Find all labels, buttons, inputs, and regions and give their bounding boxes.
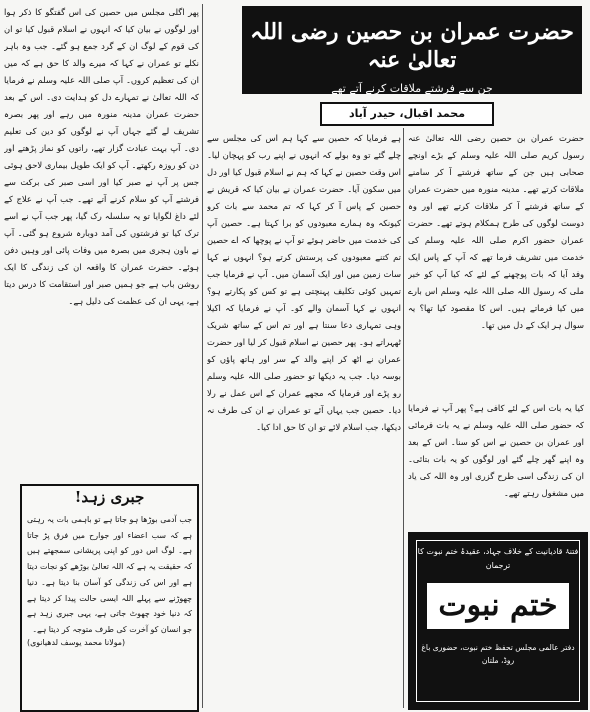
article-byline: محمد اقبال، حیدر آباد (320, 102, 494, 126)
sidebar-box-jabri-zuhd (20, 484, 199, 712)
column-right-continued-text: کیا یہ بات اس کے لئے کافی ہے؟ پھر آپ نے فرمایا کہ حضور صلی اللہ علیہ وسلم نے یہ بات فرمائی اور عمران بن حصین نے اس کو سنا۔ اس کے بعد وہ اپنے گھر چلے گئے اور لوگوں کو یہ بات بتائی۔ ان کی زندگی اسی طرح گزری اور وہ اللہ کی یاد میں مشغول رہتے تھے۔ (408, 403, 584, 498)
box-credit: (مولانا محمد یوسف لدھیانوی) (27, 637, 126, 647)
article-column-left (4, 4, 199, 478)
advert-frame (416, 540, 580, 702)
box-body-text: جب آدمی بوڑھا ہو جاتا ہے تو باہمی بات یہ رہتی ہے کہ سب اعضاء اور جوارح میں فرق پڑ جاتا ہے۔ لوگ اس دور کو اپنی پریشانی سمجھتے ہیں کہ حقیقت یہ ہے کہ اللہ تعالیٰ بوڑھے کو نجات دیتا ہے اور اس کی زندگی کو آسان بنا دیتا ہے۔ دنیا چھوڑنے سے پہلے اللہ ایسی حالت پیدا کر دیتا ہے کہ دنیا خود چھوٹ جاتی ہے، یہی جبری زہد ہے جو انسان کو آخرت کی طرف متوجہ کر دیتا ہے۔ (27, 515, 192, 634)
khatm-e-nabuwwat-advert (408, 532, 588, 710)
article-subtitle: جن سے فرشتے ملاقات کرنے آتے تھے (331, 82, 493, 95)
column-right-text: حضرت عمران بن حصین رضی اللہ تعالیٰ عنہ رسول کریم صلی اللہ علیہ وسلم کے بڑے اونچے صحابی ہیں جن کے ساتھ فرشتے آ کر سامنے ملاقات کرتے تھے۔ مدینہ منورہ میں حضرت عمران کے ساتھ فرشتے آ کر ملاقات کرتے تھے اور وہ دوست لوگوں کی طرح ہمکلام ہوتے تھے۔ حضرت عمران حضور اکرم صلی اللہ علیہ وسلم کی خدمت میں تشریف فرما تھے کہ آپ کے پاس ایک وفد آیا کہ بات پوچھنے کے لئے کہ کیا آپ کو خبر ملی کہ رسول اللہ صلی اللہ علیہ وسلم اس بارے میں کیا فرماتے ہیں۔ اس کا مقصود کیا تھا؟ یہ سوال ہر ایک کے دل میں تھا۔ (408, 133, 584, 330)
article-title: حضرت عمران بن حصین رضی اللہ تعالیٰ عنہ (250, 19, 574, 73)
column-left-text: پھر اگلی مجلس میں حصین کی اس گفتگو کا ذکر ہوا اور لوگوں نے بیان کیا کہ انہوں نے اسلام قبول کیا تو ان کی قوم کے لوگ ان کے گرد جمع ہو گئے۔ جب وہ باہر نکلے تو عمران نے کہا کہ میرے والد کا حق ہے کہ میں ان کی تعظیم کروں۔ آپ صلی اللہ علیہ وسلم نے فرمایا کہ اللہ تعالیٰ نے تمہارے دل کو ہدایت دی۔ اس کے بعد حضرت عمران مدینہ منورہ میں رہے اور پھر بصرہ تشریف لے گئے جہاں آپ نے لوگوں کو دین کی تعلیم دی۔ آپ بہت عبادت گزار تھے، راتوں کو نماز پڑھتے اور دن کو روزہ رکھتے۔ آپ کو ایک طویل بیماری لاحق ہوئی جس پر آپ نے صبر کیا اور اسی صبر کی برکت سے فرشتے آپ کو سلام کرنے آتے تھے۔ جب آپ نے علاج کے لئے داغ لگوایا تو یہ سلسلہ رک گیا، پھر جب آپ نے اسے ترک کیا تو فرشتوں کی آمد دوبارہ شروع ہو گئی۔ آپ نے باون ہجری میں بصرہ میں وفات پائی اور وہیں دفن ہوئے۔ حضرت عمران کا واقعہ ان کی زندگی کا ایک روشن باب ہے جو ہمیں صبر اور استقامت کا درس دیتا ہے، یہی ان کی عظمت کی دلیل ہے۔ (4, 7, 199, 306)
article-column-middle (207, 130, 401, 708)
box-heading: جبری زہد! (74, 488, 145, 506)
column-divider (202, 4, 203, 708)
article-column-right-continued (408, 400, 584, 528)
advert-masthead: ختم نبوت (425, 581, 571, 631)
advert-tagline: فتنۂ قادیانیت کے خلاف جہاد، عقیدۂ ختم نبوت کا ترجمان (417, 547, 579, 570)
advert-address: دفتر عالمی مجلس تحفظ ختم نبوت، حضوری باغ روڈ، ملتان (421, 643, 575, 665)
column-divider (403, 128, 404, 708)
column-middle-text: ہے فرمایا کہ حصین سے کہا ہم اس کی مجلس سے چلے گئے تو وہ بولے کہ انہوں نے اپنے رب کو پہچان لیا۔ اس وقت حصین نے کہا کہ ہم نے اسلام قبول کیا اور دل میں سکون آیا۔ حضرت عمران نے بیان کیا کہ قریش نے حصین کے پاس آ کر کہا کہ تم محمد سے بات کرو کیونکہ وہ ہمارے معبودوں کو برا کہتا ہے۔ حصین آپ کی خدمت میں حاضر ہوئے تو آپ نے پوچھا کہ اے حصین تم کتنے معبودوں کی پرستش کرتے ہو؟ انہوں نے کہا سات زمین میں اور ایک آسمان میں۔ آپ نے فرمایا جب تمہیں کوئی تکلیف پہنچتی ہے تو کس کو پکارتے ہو؟ انہوں نے کہا آسمان والے کو۔ آپ نے فرمایا کہ اکیلا وہی تمہاری دعا سنتا ہے اور تم اس کے ساتھ شریک ٹھہراتے ہو۔ پھر حصین نے اسلام قبول کر لیا اور حضرت عمران نے اٹھ کر اپنے والد کے سر اور ہاتھ پاؤں کو بوسہ دیا۔ جب یہ دیکھا تو حضور صلی اللہ علیہ وسلم رو پڑے اور فرمایا کہ مجھے عمران کے اس عمل نے رلا دیا۔ حصین جب یہاں آئے تو عمران نے ان کی طرف نہ دیکھا، جب اسلام لائے تو ان کا حق ادا کیا۔ (207, 133, 401, 432)
article-title-banner (242, 6, 582, 94)
